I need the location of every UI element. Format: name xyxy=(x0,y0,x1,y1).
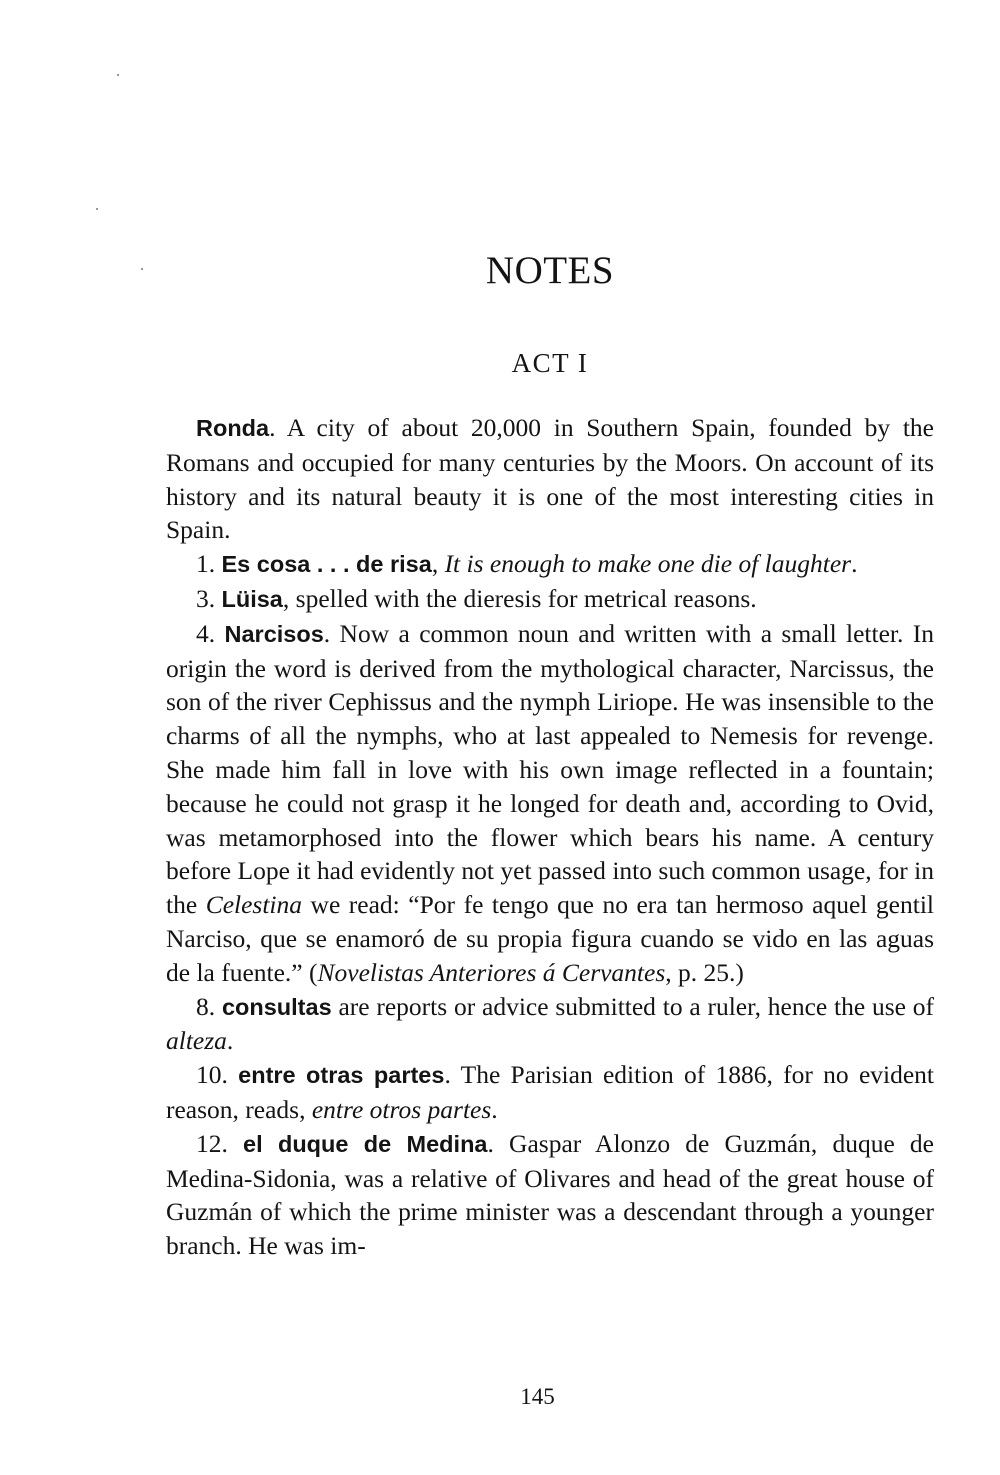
note-number: 1. xyxy=(196,549,216,579)
note-number: 10. xyxy=(196,1060,228,1090)
note-text: , xyxy=(431,549,445,579)
note-italic-text: Novelistas Anteriores á Cervantes xyxy=(317,957,666,987)
note-text: , spelled with the dieresis for metrical reasons. xyxy=(282,583,757,613)
note-number: 4. xyxy=(196,618,216,648)
act-heading: ACT I xyxy=(511,348,589,378)
note-italic-text: Celestina xyxy=(205,890,303,920)
note-number: 12. xyxy=(196,1128,228,1158)
note-text: we read: “Por fe tengo que no era tan hermoso aquel gentil Narciso, que se enamoró de su propia figura cuando se vido en las aguas de la fuente.” ( xyxy=(166,890,934,987)
paper-speck xyxy=(96,208,98,210)
note-italic-text: It is enough to make one die of laughter xyxy=(444,549,852,579)
page-title: NOTES xyxy=(485,249,615,292)
note-head: el duque de Medina xyxy=(243,1130,488,1157)
note-head: Narcisos xyxy=(224,620,324,647)
note-3 xyxy=(166,582,934,617)
note-8 xyxy=(166,990,934,1059)
note-italic-text: entre otros partes xyxy=(311,1094,492,1124)
note-number: 3. xyxy=(196,583,216,613)
note-text: , p. 25.) xyxy=(665,957,744,987)
note-text: . xyxy=(226,1026,234,1056)
note-text: . A city of about 20,000 in Southern Spain, founded by the Romans and occupied for many centuries by the Moors. On account of its history and its natural beauty it is one of the most interesting cities in Spain. xyxy=(166,413,934,545)
note-text: . The Parisian edition of 1886, for no evident reason, reads, xyxy=(166,1060,934,1124)
note-head: Es cosa . . . de risa xyxy=(221,551,432,578)
page-number: 145 xyxy=(520,1384,555,1409)
note-text: . xyxy=(491,1094,498,1124)
note-text: . Gaspar Alonzo de Guzmán, duque de Medina-Sidonia, was a relative of Olivares and head of the great house of Guzmán of which the prime minister was a descendant through a younger branch. He was im- xyxy=(166,1128,934,1261)
note-head: entre otras partes xyxy=(238,1062,445,1089)
note-text: . Now a common noun and written with a small letter. In origin the word is derived from the mythological character, Narcissus, the son of the river Cephissus and the nymph Liriope. He was insensible to the charms of all the nymphs, who at last appealed to Nemesis for revenge. She made him fall in love with his own image reflected in a fountain; because he could not grasp it he longed for death and, according to Ovid, was metamorphosed into the flower which bears his name. A century before Lope it had evidently not yet passed into such common usage, for in the xyxy=(166,618,934,920)
note-4 xyxy=(166,617,934,990)
note-text: . xyxy=(851,549,858,579)
note-head: Ronda xyxy=(196,415,270,441)
note-10 xyxy=(166,1058,934,1127)
note-head: Lüisa xyxy=(221,585,283,612)
note-text: are reports or advice submitted to a ruler, hence the use of xyxy=(331,991,935,1021)
paper-speck xyxy=(117,74,119,76)
note-number: 8. xyxy=(196,991,216,1021)
note-italic-text: alteza xyxy=(166,1026,227,1056)
note-1 xyxy=(166,547,934,582)
note-12 xyxy=(166,1127,934,1263)
notes-body xyxy=(166,411,934,1263)
note-head: consultas xyxy=(221,993,332,1020)
note-ronda xyxy=(166,411,934,547)
